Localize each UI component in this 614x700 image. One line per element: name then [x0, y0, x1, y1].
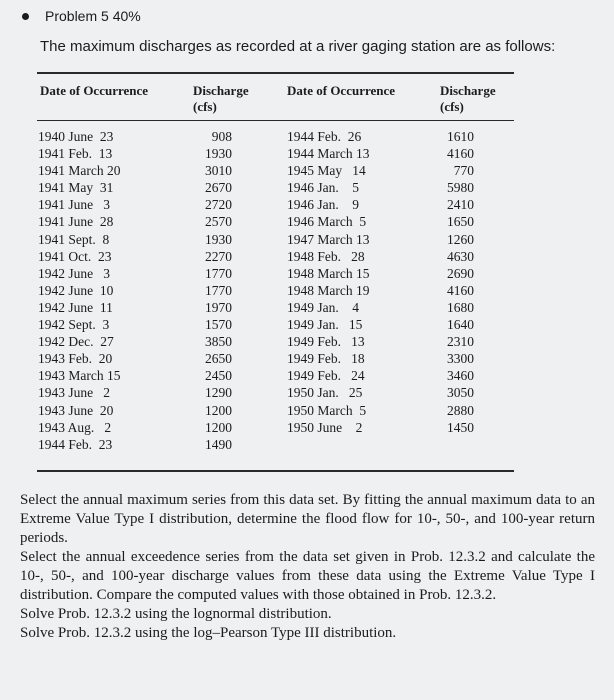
- table-discharge-cell: 1450: [447, 419, 474, 435]
- table-discharge-cell: 1570: [205, 317, 232, 333]
- question-2: Select the annual exceedence series from the data set given in Prob. 12.3.2 and calculate the 10-, 50-, and 100-year discharge values from these data using the Extreme Value Type I distribution. Compare the computed values with those obtained in Prob. 12.3.2.: [20, 549, 595, 603]
- table-discharge-cell: 2570: [205, 214, 232, 230]
- table-date-cell: 1950 Jan. 25: [287, 385, 363, 401]
- table-date-cell: 1941 Oct. 23: [38, 248, 112, 264]
- table-date-cell: 1943 Feb. 20: [38, 351, 113, 367]
- table-date-cell: 1942 Sept. 3: [38, 317, 110, 333]
- table-date-cell: 1948 Feb. 28: [287, 248, 365, 264]
- question-1: Select the annual maximum series from this data set. By fitting the annual maximum data to an Extreme Value Type I distribution, determine the flood flow for 10-, 50-, and 100-year return periods.: [20, 492, 595, 546]
- table-date-cell: 1942 Dec. 27: [38, 334, 114, 350]
- table-date-cell: 1944 Feb. 23: [38, 436, 113, 452]
- table-discharge-cell: 1200: [205, 402, 232, 418]
- table-discharge-cell: 1650: [447, 214, 474, 230]
- table-discharge-cell: 3300: [447, 351, 474, 367]
- bullet-icon: [22, 13, 29, 20]
- question-3: Solve Prob. 12.3.2 using the lognormal distribution.: [20, 606, 332, 622]
- table-date-cell: 1943 March 15: [38, 368, 121, 384]
- table-discharge-cell: 1610: [447, 129, 474, 144]
- table-discharge-cell: 2670: [205, 180, 232, 196]
- table-discharge-cell: 1770: [205, 282, 232, 298]
- table-discharge-cell: 1930: [205, 146, 232, 162]
- table-discharge-cell: 908: [211, 129, 232, 144]
- table-discharge-cell: 2270: [205, 248, 232, 264]
- table-top-rule: [37, 72, 514, 74]
- table-date-cell: 1941 June 3: [38, 197, 110, 213]
- problem-heading: [22, 8, 141, 24]
- table-discharge-cell: 2450: [205, 368, 232, 384]
- table-date-cell: 1943 June 2: [38, 385, 110, 401]
- intro-text: The maximum discharges as recorded at a river gaging station are as follows:: [40, 38, 556, 55]
- table-date-cell: 1944 Feb. 26: [287, 129, 362, 144]
- table-date-cell: 1941 Sept. 8: [38, 231, 110, 247]
- table-date-cell: 1941 June 28: [38, 214, 114, 230]
- table-date-cell: 1950 March 5: [287, 402, 367, 418]
- table-date-cell: 1948 March 19: [287, 282, 370, 298]
- table-date-cell: 1942 June 11: [38, 299, 113, 315]
- table-date-cell: 1950 June 2: [287, 419, 363, 435]
- table-discharge-cell: 4160: [447, 146, 474, 162]
- table-date-cell: 1940 June 23: [38, 129, 114, 144]
- table-date-cell: 1946 Jan. 9: [287, 197, 359, 213]
- question-4: Solve Prob. 12.3.2 using the log–Pearson Type III distribution.: [20, 625, 397, 641]
- table-discharge-cell: 3850: [205, 334, 232, 350]
- table-discharge-cell: 1930: [205, 231, 232, 247]
- table-discharge-cell: 3050: [447, 385, 474, 401]
- header-discharge-right: Discharge (cfs): [440, 83, 496, 114]
- question-list: [20, 491, 595, 643]
- table-date-cell: 1949 Feb. 18: [287, 351, 365, 367]
- table-discharge-cell: 3460: [447, 368, 474, 384]
- table-date-cell: 1942 June 3: [38, 265, 110, 281]
- table-discharge-cell: 1680: [447, 299, 474, 315]
- table-date-cell: 1943 Aug. 2: [38, 419, 112, 435]
- table-date-cell: 1945 May 14: [287, 163, 366, 179]
- table-discharge-cell: 5980: [447, 180, 474, 196]
- header-date-left: Date of Occurrence: [40, 83, 149, 98]
- left-discharge-column: [186, 128, 232, 453]
- table-discharge-cell: 1770: [205, 265, 232, 281]
- table-date-cell: 1949 Feb. 13: [287, 334, 365, 350]
- table-date-cell: 1949 Jan. 4: [287, 299, 359, 315]
- table-date-cell: 1949 Jan. 15: [287, 317, 363, 333]
- table-discharge-cell: 3010: [205, 163, 232, 179]
- header-date-right: Date of Occurrence: [287, 83, 396, 98]
- table-discharge-cell: 1200: [205, 419, 232, 435]
- table-date-cell: 1944 March 13: [287, 146, 370, 162]
- table-date-cell: 1949 Feb. 24: [287, 368, 365, 384]
- table-discharge-cell: 2690: [447, 265, 474, 281]
- table-date-cell: 1948 March 15: [287, 265, 370, 281]
- table-discharge-cell: 2410: [447, 197, 474, 213]
- table-bottom-rule: [37, 470, 514, 472]
- table-date-cell: 1946 March 5: [287, 214, 367, 230]
- table-date-cell: 1942 June 10: [38, 282, 114, 298]
- table-discharge-cell: 2880: [447, 402, 474, 418]
- header-discharge-left: Discharge (cfs): [193, 83, 249, 114]
- table-date-cell: 1941 May 31: [38, 180, 114, 196]
- table-discharge-cell: 1640: [447, 317, 474, 333]
- table-discharge-cell: 2310: [447, 334, 474, 350]
- right-discharge-column: [430, 128, 474, 436]
- table-discharge-cell: 4160: [447, 282, 474, 298]
- table-discharge-cell: 4630: [447, 248, 474, 264]
- table-discharge-cell: 1290: [205, 385, 232, 401]
- table-date-cell: 1941 March 20: [38, 163, 121, 179]
- left-date-column: [38, 128, 178, 453]
- table-discharge-cell: 770: [453, 163, 474, 179]
- table-date-cell: 1947 March 13: [287, 231, 370, 247]
- header-rule: [37, 120, 514, 121]
- problem-label: Problem 5 40%: [45, 8, 141, 24]
- table-discharge-cell: 2720: [205, 197, 232, 213]
- table-date-cell: 1946 Jan. 5: [287, 180, 359, 196]
- table-date-cell: 1941 Feb. 13: [38, 146, 113, 162]
- right-date-column: [287, 128, 427, 436]
- table-discharge-cell: 2650: [205, 351, 232, 367]
- table-discharge-cell: 1970: [205, 299, 232, 315]
- table-discharge-cell: 1260: [447, 231, 474, 247]
- table-date-cell: 1943 June 20: [38, 402, 114, 418]
- table-discharge-cell: 1490: [205, 436, 232, 452]
